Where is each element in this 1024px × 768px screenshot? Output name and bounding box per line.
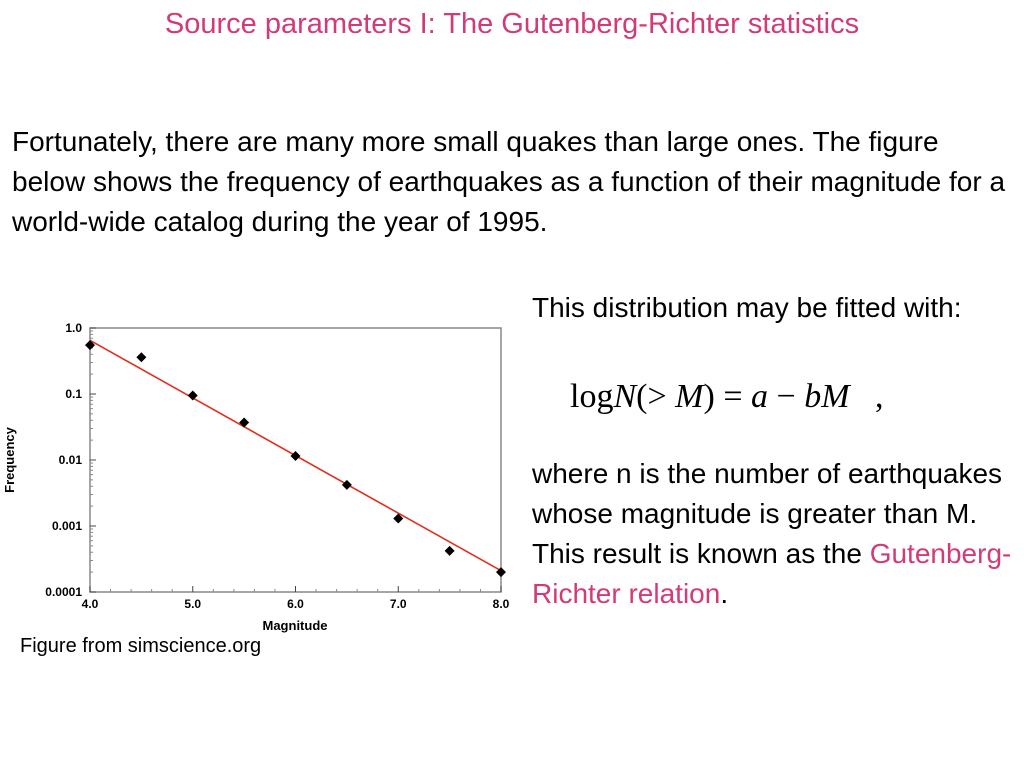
figure-caption: Figure from simscience.org [20,635,262,657]
data-point [136,352,146,362]
formula-n: N [613,378,637,415]
description-end: . [720,578,729,609]
y-axis-label: Frequency [2,427,17,493]
description-text: where n is the number of earthquakes whose magnitude is greater than M. This result is known as the [532,458,1003,569]
data-point [445,546,455,556]
x-tick-label: 5.0 [184,597,202,611]
formula-log: log [570,378,614,415]
x-tick-label: 4.0 [81,597,99,611]
gutenberg-richter-formula [570,378,884,416]
data-point [188,390,198,400]
page-title: Source parameters I: The Gutenberg-Richter statistics [164,8,860,40]
formula-gt: > [647,378,667,415]
gutenberg-richter-chart [0,318,520,634]
y-axis-ticks [45,321,96,599]
description-paragraph [532,454,1012,614]
x-tick-label: 6.0 [287,597,304,611]
x-tick-label: 8.0 [492,597,510,611]
x-axis-label: Magnitude [262,618,328,633]
data-point [291,451,301,461]
data-point [342,480,352,490]
y-tick-label: 1.0 [65,321,82,335]
data-point [239,417,249,427]
formula-comma: , [875,378,884,415]
formula-m: M [675,378,704,415]
formula-a: a [751,378,768,415]
x-axis-ticks [82,586,510,611]
formula-open-paren: ( [636,378,648,415]
formula-close-paren: ) [703,378,715,415]
data-points [85,340,506,577]
formula-minus: − [776,378,796,415]
y-tick-label: 0.001 [51,519,82,533]
formula-bm: bM [804,378,850,415]
x-tick-label: 7.0 [389,597,407,611]
y-tick-label: 0.01 [58,453,82,467]
formula-equals: = [723,378,743,415]
fit-text: This distribution may be fitted with: [532,292,962,323]
gutenberg-richter-link-text: Gutenberg-Richter relation [532,538,1012,609]
intro-paragraph: Fortunately, there are many more small quakes than large ones. The figure below shows the frequency of earthquakes as a function of their magnitude for a world-wide catalog during the year of 1995. [12,126,1006,237]
y-tick-label: 0.1 [65,387,82,401]
y-tick-label: 0.0001 [45,585,82,599]
